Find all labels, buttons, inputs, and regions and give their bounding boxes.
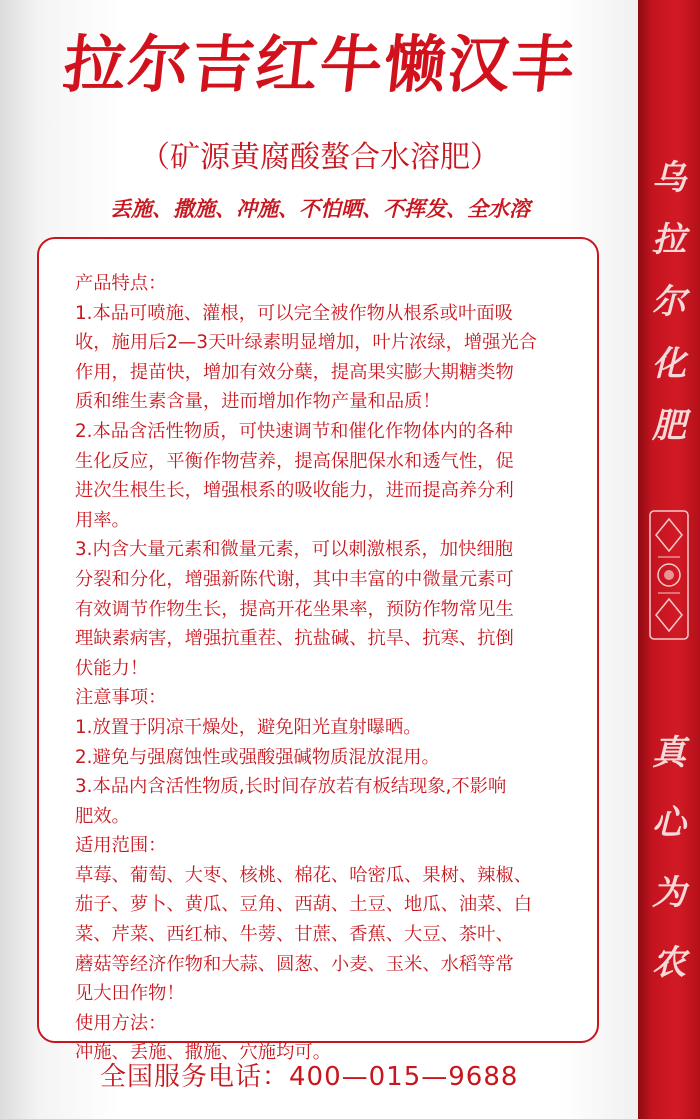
info-line: 用率。 (75, 509, 130, 531)
section-heading-scope: 适用范围： (75, 835, 167, 857)
info-line: 有效调节作物生长，提高开花坐果率，预防作物常见生 (75, 598, 514, 620)
sidebar-char: 尔 (652, 282, 686, 322)
info-line: 分裂和分化，增强新陈代谢，其中丰富的中微量元素可 (75, 568, 514, 590)
info-line: 1.本品可喷施、灌根，可以完全被作物从根系或叶面吸 (75, 302, 513, 324)
sidebar-char: 心 (652, 803, 686, 843)
section-heading-notes: 注意事项： (75, 687, 167, 709)
product-subtitle: （矿源黄腐酸螯合水溶肥） (140, 140, 500, 175)
info-line: 茄子、萝卜、黄瓜、豆角、西葫、土豆、地瓜、油菜、白 (75, 894, 533, 916)
info-line: 进次生根生长，增强根系的吸收能力，进而提高养分利 (75, 480, 514, 502)
info-line: 草莓、葡萄、大枣、核桃、棉花、哈密瓜、果树、辣椒、 (75, 864, 533, 886)
sidebar-char: 化 (652, 344, 686, 384)
section-heading-usage: 使用方法： (75, 1012, 167, 1034)
product-tagline: 丢施、撒施、冲施、不怕晒、不挥发、全水溶 (110, 196, 530, 221)
info-line: 蘑菇等经济作物和大蒜、圆葱、小麦、玉米、水稻等常 (75, 953, 514, 975)
brand-logo-icon (644, 505, 694, 645)
sidebar-char: 拉 (652, 220, 686, 260)
info-line: 收，施用后2—3天叶绿素明显增加，叶片浓绿，增强光合 (75, 332, 538, 354)
info-line: 3.本品内含活性物质,长时间存放若有板结现象,不影响 (75, 776, 507, 798)
sidebar-char: 真 (652, 733, 686, 773)
info-line: 理缺素病害，增强抗重茬、抗盐碱、抗旱、抗寒、抗倒 (75, 628, 514, 650)
sidebar-char: 乌 (652, 158, 686, 198)
info-line: 伏能力！ (75, 657, 149, 679)
sidebar-char: 为 (652, 873, 686, 913)
info-line: 2.避免与强腐蚀性或强酸强碱物质混放混用。 (75, 746, 440, 768)
info-line: 作用，提苗快，增加有效分蘖，提高果实膨大期糖类物 (75, 361, 514, 383)
sidebar-char: 肥 (652, 406, 686, 446)
info-line: 菜、芹菜、西红柿、牛蒡、甘蔗、香蕉、大豆、茶叶、 (75, 924, 514, 946)
info-line: 1.放置于阴凉干燥处，避免阳光直射曝晒。 (75, 716, 422, 738)
service-hotline: 全国服务电话：400—015—9688 (100, 1062, 519, 1092)
info-line: 质和维生素含量，进而增加作物产量和品质！ (75, 391, 441, 413)
info-line: 生化反应，平衡作物营养，提高保肥保水和透气性，促 (75, 450, 514, 472)
product-info-box (37, 237, 599, 1064)
info-line: 冲施、丢施、撒施、穴施均可。 (75, 1042, 331, 1064)
info-line: 见大田作物！ (75, 983, 185, 1005)
info-line: 2.本品含活性物质，可快速调节和催化作物体内的各种 (75, 420, 513, 442)
info-line: 肥效。 (75, 805, 130, 827)
sidebar-char: 农 (652, 943, 686, 983)
info-line: 3.内含大量元素和微量元素，可以刺激根系，加快细胞 (75, 539, 513, 561)
section-heading-features: 产品特点： (75, 273, 167, 294)
product-title: 拉尔吉红牛懒汉丰 (60, 28, 580, 101)
